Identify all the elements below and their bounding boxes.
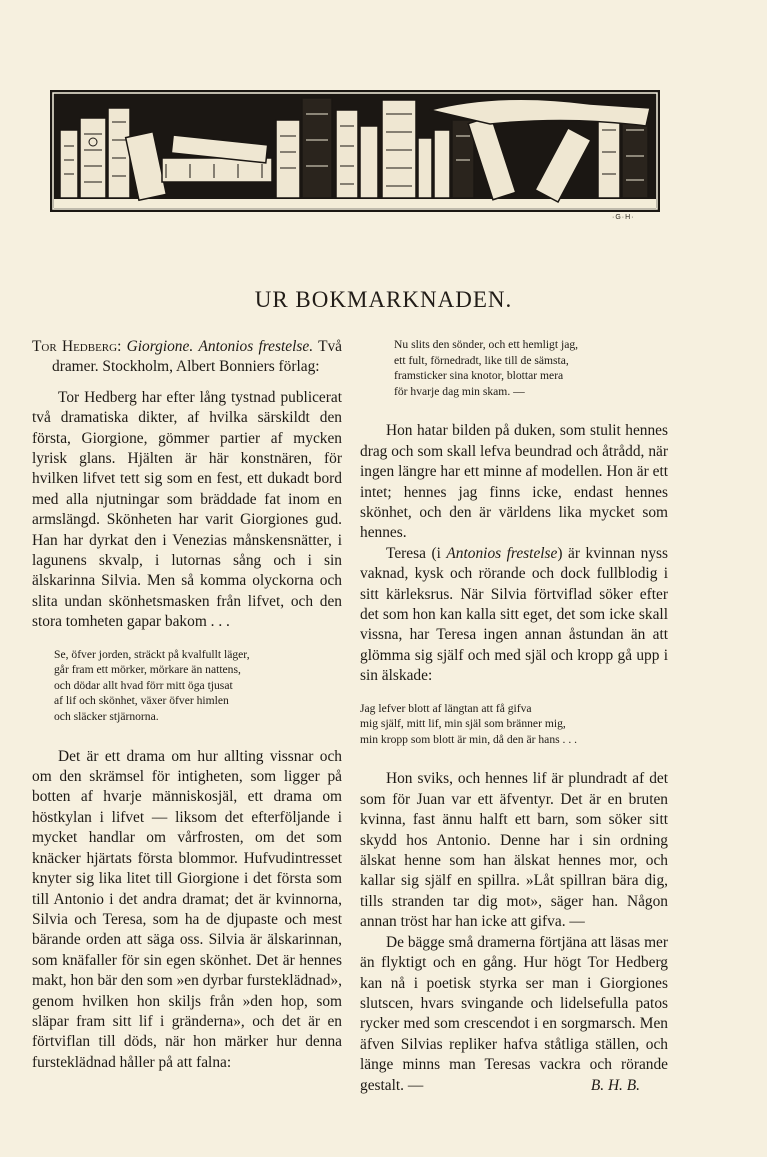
illustrator-signature: ·G·H· xyxy=(612,214,635,221)
right-paragraph-3: Hon sviks, och hennes lif är plundradt af det som för Juan var ett äfventyr. Det är en bruten kvinna, fast ännu halft ett barn, som söker sitt skydd hos Antonio. Denne har i sin ordning älskat henne som han älskat hennes mor, och kallar sig själf en spillra. »Låt spillran bära dig, tills stranden tar dig mot», säger han. Någon annan tröst har han icke att gifva. — xyxy=(360,770,668,931)
verse-line: går fram ett mörker, mörkare än nattens, xyxy=(54,663,241,677)
para4-text: De bägge små dramerna förtjäna att läsas mer än flyktigt och en gång. Hur högt Tor Hedberg kan nå i poetisk styrka ser man i Giorgiones slutscen, hvars svingande och lidelsefulla patos rycker med som crescendot i en sorgmarsch. Men äfven Silvias repliker hafva ståtliga ställen, och länge minns man Teresas vackra och rörande gestalt. — xyxy=(360,933,668,1094)
review-heading xyxy=(32,337,342,378)
verse-line: af lif och skönhet, växer öfver himlen xyxy=(54,694,229,708)
verse-quote-2 xyxy=(360,701,668,748)
verse-line: Nu slits den sönder, och ett hemligt jag, xyxy=(394,338,579,351)
left-paragraph-1: Tor Hedberg har efter lång tystnad publicerat två dramatiska dikter, af hvilka särskildt den första, Giorgione, gömmer partier af mycken lyrisk glans. Hjälten är här konstnären, för hvilken lifvet tett sig som en fest, ett dukadt bord med alla njutningar som bräddade fat inom en armslängd. Skönheten har varit Giorgiones gud. Han har dyrkat den i Venezias månskensnätter, i lagunens skvalp, i lutornas sång och i sin älskarinna Silvia. Men så komma olyckorna och slita undan skönhetsmasken från lifvet, och den stora tomheten gapar bakom . . . xyxy=(32,388,342,631)
verse-line: för hvarje dag min skam. — xyxy=(394,384,525,398)
verse-line: Se, öfver jorden, sträckt på kvalfullt läger, xyxy=(54,647,250,661)
verse-quote-1 xyxy=(32,647,342,725)
publication-info: Två dramer. Stockholm, Albert Bonniers förlag: xyxy=(52,338,342,376)
page-title: UR BOKMARKNADEN. xyxy=(254,287,513,312)
work-title-ref: Antonios frestelse xyxy=(446,544,558,562)
left-paragraph-2: Det är ett drama om hur allting vissnar och om den skrämsel för intigheten, som ligger på botten af hvarje människosjäl, ett drama om höstkylan i lifvet — liksom det efterföljande i mycket handlar om vårfrosten, om det som knäcker hjärtats första blommor. Hufvudintresset knyter sig lika litet till Giorgione i det första som till Antonio i det andra dramat; det är kvinnorna, Silvia och Teresa, som ha de djupaste och mest bärande orden att säga oss. Silvia är älskarinnan, som knäfaller för sin egen skönhet. Det är hennes makt, hon bär den som »en dyrbar fursteklädnad», genom hvilken hon skiljs från »den hop, som släpar fram sitt lif i gränderna», och det är en förtviflan till döds, när hon märker hur denna fursteklädnad håller på att falna: xyxy=(32,747,342,1071)
work-title-2: Antonios frestelse. xyxy=(198,338,314,355)
para2-post: ) är kvinnan nyss vaknad, kysk och rörande och dock fullblodig i sitt kärleksrus. När Silvia förtviflad söker efter det som hon kan kalla sitt eget, det som icke skall vissna, har Teresa ingen annan åstundan än att glömma sig själf och med själ och kropp gå upp i sin älskade: xyxy=(360,544,669,685)
author-signature: B. H. B. xyxy=(590,1076,640,1094)
verse-line: ett fult, förnedradt, like till de sämsta, xyxy=(394,353,569,367)
bookshelf-illustration xyxy=(50,90,660,212)
verse-quote-top xyxy=(360,337,668,399)
right-paragraph-1: Hon hatar bilden på duken, som stulit hennes drag och som skall lefva beundrad och åtrådd, när ingen längre har ett minne af modellen. Hon är ett intet; hennes jag finns icke, endast hennes skönhet, och den är världens lika mycket som hennes. xyxy=(360,422,668,542)
right-paragraph-2 xyxy=(360,544,668,687)
verse-line: och släcker stjärnorna. xyxy=(54,710,159,724)
work-title-1: Giorgione. xyxy=(126,338,194,355)
left-column xyxy=(32,337,342,1073)
verse-line: min kropp som blott är min, då den är hans . . . xyxy=(360,732,578,746)
bookshelf-vignette xyxy=(50,90,660,212)
verse-line: Jag lefver blott af längtan att få gifva xyxy=(360,701,532,715)
verse-line: och dödar allt hvad förr mitt öga tjusat xyxy=(54,678,233,692)
author-name: Tor Hedberg: xyxy=(32,338,122,355)
right-column xyxy=(360,337,668,1096)
verse-line: framsticker sina knotor, blottar mera xyxy=(394,369,564,383)
right-paragraph-4 xyxy=(360,933,668,1096)
verse-line: mig själf, mitt lif, min själ som bränner mig, xyxy=(360,717,566,731)
para2-pre: Teresa (i xyxy=(386,544,441,562)
